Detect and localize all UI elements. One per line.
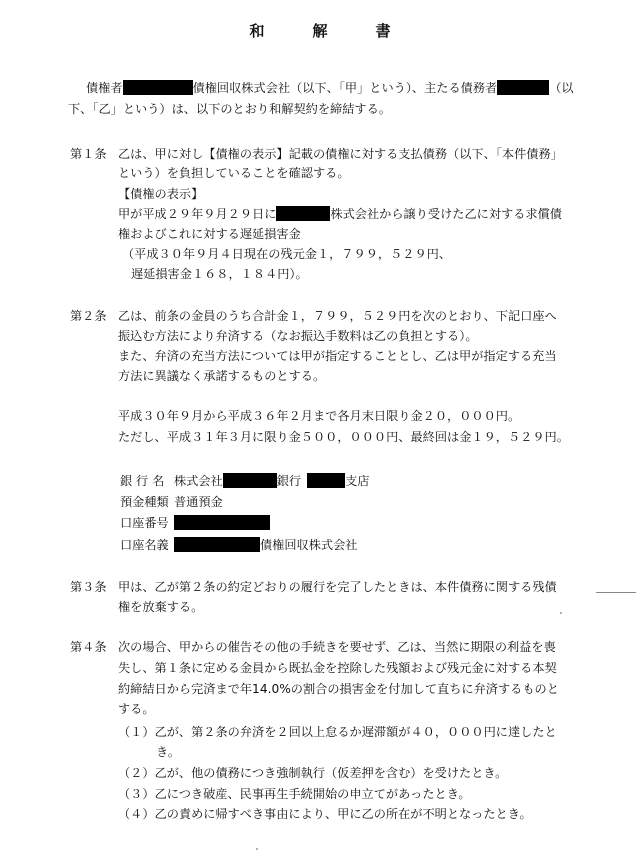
title-char: 解	[312, 22, 328, 40]
article-3-label: 第３条	[70, 580, 107, 594]
intro-line-1: 債権者 債権回収株式会社（以下、「甲」という）、主たる債務者 （以	[86, 81, 574, 95]
article-2-line-3: また、弁済の充当方法については甲が指定することとし、乙は甲が指定する充当	[118, 349, 557, 363]
scan-noise-line	[596, 592, 636, 593]
article-4-item-4: （４）乙の責めに帰すべき事由により、甲に乙の所在が不明となったとき。	[118, 807, 532, 821]
intro-line-2: 下、「乙」という）は、以下のとおり和解契約を締結する。	[68, 102, 391, 116]
article-1-line-1: 乙は、甲に対し【債権の表示】記載の債権に対する支払債務（以下、「本件債務」	[118, 147, 563, 161]
bank-name-row: 銀 行 名 株式会社 銀行 支店	[120, 474, 370, 488]
article-4-line-2: 失し、第１条に定める金員から既払金を控除した残額および残元金に対する本契	[118, 661, 557, 675]
title-char: 和	[249, 22, 265, 40]
article-4-item-1: （１）乙が、第２条の弁済を２回以上怠るか遅滞額が４０，０００円に達したと	[118, 725, 557, 739]
article-4-line-3: 約締結日から完済まで年14.0%の割合の損害金を付加して直ちに弁済するものと	[118, 682, 559, 696]
redaction-company	[276, 206, 330, 221]
redaction-debtor	[497, 80, 549, 95]
scan-noise-dot	[256, 848, 258, 850]
article-1-line-2: という）を負担していることを確認する。	[118, 166, 350, 180]
article-1-label: 第１条	[70, 147, 107, 161]
title-char: 書	[375, 22, 391, 40]
deposit-type-row: 預金種類 普通預金	[120, 495, 223, 509]
redaction-bank	[223, 473, 277, 488]
article-2-line-4: 方法に異議なく承諾するものとする。	[118, 369, 326, 383]
redaction-creditor	[123, 80, 193, 95]
article-1-line-4: 甲が平成２９年９月２９日に 株式会社から譲り受けた乙に対する求償債	[118, 207, 562, 221]
account-number-row: 口座番号	[120, 515, 270, 531]
article-2-label: 第２条	[70, 309, 107, 323]
article-1-claim-heading: 【債権の表示】	[118, 187, 204, 201]
account-name-row: 口座名義 債権回収株式会社	[120, 538, 358, 552]
article-2-line-1: 乙は、前条の金員のうち合計金１，７９９，５２９円を次のとおり、下記口座へ	[118, 309, 557, 323]
article-1-line-5: 権およびこれに対する遅延損害金	[118, 227, 301, 241]
article-1-line-7: 遅延損害金１６８，１８４円）。	[131, 267, 308, 281]
article-4-item-2: （２）乙が、他の債務につき強制執行（仮差押を含む）を受けたとき。	[118, 766, 508, 780]
article-2-schedule: 平成３０年９月から平成３６年２月まで各月末日限り金２０，０００円。	[118, 409, 521, 423]
article-2-proviso: ただし、平成３１年３月に限り金５００，０００円、最終回は金１９，５２９円。	[118, 430, 569, 444]
redaction-account-name	[174, 537, 260, 552]
article-4-item-3: （３）乙につき破産、民事再生手続開始の申立てがあったとき。	[118, 787, 471, 801]
article-4-line-4: する。	[118, 702, 155, 716]
article-4-label: 第４条	[70, 640, 107, 654]
scan-noise-dot	[560, 612, 562, 614]
article-4-line-1: 次の場合、甲からの催告その他の手続きを要せず、乙は、当然に期限の利益を喪	[118, 640, 556, 654]
article-2-line-2: 振込む方法により弁済する（なお振込手数料は乙の負担とする）。	[118, 329, 478, 343]
article-4-item-1-cont: き。	[156, 745, 180, 759]
article-1-line-6: （平成３０年９月４日現在の残元金１，７９９，５２９円、	[122, 247, 452, 261]
redaction-account-number	[174, 515, 270, 530]
redaction-branch	[307, 473, 345, 488]
article-3-line-1: 甲は、乙が第２条の約定どおりの履行を完了したときは、本件債務に関する残債	[118, 580, 557, 594]
document-title	[0, 20, 640, 41]
article-3-line-2: 権を放棄する。	[118, 600, 204, 614]
